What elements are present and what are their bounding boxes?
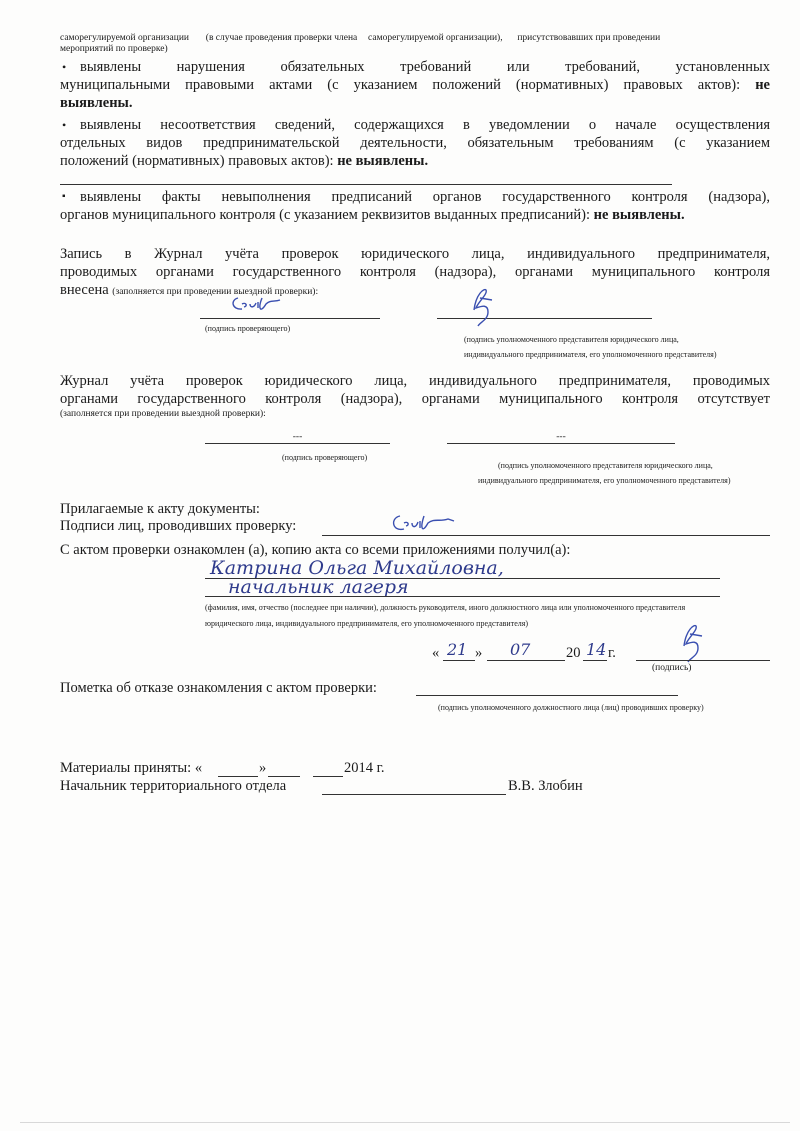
header-text-c: саморегулируемой организации),	[368, 33, 503, 43]
absent-inspector-line	[205, 443, 390, 444]
handwritten-name: Катрина Ольга Михайловна,	[210, 557, 504, 579]
representative-signature-image	[466, 282, 502, 328]
journal-entry-text-2: проводимых органами государственного контроля (надзора), органами муниципального контроля	[60, 264, 770, 280]
date-month: 07	[510, 640, 531, 659]
absent-representative-line	[447, 443, 675, 444]
sign-caption: (подпись)	[652, 663, 692, 673]
bullet-icon: •	[62, 60, 67, 74]
orders-bold: не выявлены.	[593, 207, 685, 223]
date-day-line	[443, 660, 475, 661]
mismatches-text-2: отдельных видов предпринимательской деятельности, обязательным требованиям (с указанием	[60, 135, 770, 151]
header-line-2: мероприятий по проверке)	[60, 44, 168, 54]
violations-line-2	[60, 76, 770, 94]
date-close-quote: »	[475, 645, 483, 661]
signatures-label: Подписи лиц, проводивших проверку:	[60, 518, 297, 534]
refusal-line	[416, 695, 678, 696]
violations-block	[60, 58, 770, 112]
date-open-quote: «	[432, 645, 440, 661]
absent-inspector-caption: (подпись проверяющего)	[282, 453, 368, 462]
inspector-signature-caption: (подпись проверяющего)	[205, 324, 291, 333]
journal-entry-text-1: Запись в Журнал учёта проверок юридического лица, индивидуального предпринимателя,	[60, 246, 770, 262]
sign-line	[636, 660, 770, 661]
chief-signature-line	[322, 794, 506, 795]
acquainted-label: С актом проверки ознакомлен (а), копию акта со всеми приложениями получил(а):	[60, 542, 571, 558]
date-month-line	[487, 660, 565, 661]
mismatches-line-1	[60, 116, 770, 134]
violations-bold-1: не	[755, 77, 770, 93]
orders-text-1: выявлены факты невыполнения предписаний органов государственного контроля (надзора),	[80, 189, 770, 205]
date-suffix: г.	[608, 645, 616, 661]
refusal-label: Пометка об отказе ознакомления с актом проверки:	[60, 680, 377, 696]
acquainted-caption-1: (фамилия, имя, отчество (последнее при наличии), должность руководителя, иного должностного лица или уполномоченного представителя	[205, 603, 686, 612]
date-year-hand: 14	[586, 640, 607, 659]
journal-absent-note: (заполняется при проведении выездной проверки):	[60, 409, 266, 419]
inspector-signature-line	[200, 318, 380, 319]
materials-close-quote: »	[259, 760, 267, 776]
journal-absent-text-2: органами государственного контроля (надзора), органами муниципального контроля отсутствует	[60, 391, 770, 407]
violations-line-1	[60, 58, 770, 76]
mismatches-block	[60, 116, 770, 170]
materials-year-line	[313, 776, 343, 777]
representative-caption-1: (подпись уполномоченного представителя юридического лица,	[464, 335, 679, 344]
date-day: 21	[447, 640, 468, 659]
mismatches-bold: не выявлены.	[337, 153, 429, 169]
acquainted-signature-image	[676, 620, 712, 664]
journal-absent-text-1: Журнал учёта проверок юридического лица, индивидуального предпринимателя, проводимых	[60, 373, 770, 389]
mismatches-text-3: положений (нормативных) правовых актов):	[60, 153, 334, 169]
square-bullet-icon: ▪	[62, 191, 66, 202]
materials-label: Материалы приняты: «	[60, 760, 203, 776]
orders-text-2: органов муниципального контроля (с указанием реквизитов выданных предписаний):	[60, 207, 591, 223]
date-year-prefix: 20	[566, 645, 581, 661]
representative-dash: ---	[556, 432, 566, 442]
chief-name: В.В. Злобин	[508, 778, 583, 794]
header-text-b: (в случае проведения проверки члена	[205, 33, 358, 43]
divider-line	[60, 184, 672, 185]
violations-bold-2: выявлены.	[60, 95, 133, 111]
orders-line-2	[60, 206, 770, 224]
materials-year: 2014 г.	[344, 760, 385, 776]
header-text-d: присутствовавших при проведении	[517, 33, 661, 43]
absent-rep-caption-1: (подпись уполномоченного представителя юридического лица,	[498, 461, 713, 470]
journal-absent-block	[60, 372, 770, 420]
inspector-signature-image	[228, 292, 288, 316]
representative-caption-2: индивидуального предпринимателя, его уполномоченного представителя)	[464, 350, 717, 359]
journal-entry-line-3	[60, 281, 770, 299]
bullet-icon: •	[62, 118, 67, 132]
journal-entry-note: (заполняется при проведении выездной проверки):	[112, 287, 319, 297]
acquainted-caption-2: юридического лица, индивидуального предпринимателя, его уполномоченного представителя)	[205, 619, 529, 628]
bottom-edge-line	[20, 1122, 790, 1123]
violations-text-2: муниципальными правовыми актами (с указанием положений (нормативных) правовых актов):	[60, 77, 741, 93]
absent-rep-caption-2: индивидуального предпринимателя, его уполномоченного представителя)	[478, 476, 731, 485]
header-text-a: саморегулируемой организации	[60, 33, 190, 43]
handwritten-role: начальник лагеря	[228, 576, 409, 598]
violations-text-1: выявлены нарушения обязательных требований или требований, установленных	[80, 59, 770, 75]
name-line-2	[205, 596, 720, 597]
chief-label: Начальник территориального отдела	[60, 778, 287, 794]
refusal-caption: (подпись уполномоченного должностного лица (лиц) проводивших проверку)	[438, 703, 704, 712]
mismatches-text-1: выявлены несоответствия сведений, содержащихся в уведомлении о начале осуществления	[80, 117, 770, 133]
mismatches-line-3	[60, 152, 770, 170]
journal-entry-text-3: внесена	[60, 282, 109, 298]
orders-line-1	[60, 188, 770, 206]
orders-block	[60, 188, 770, 224]
inspector-dash: ---	[292, 432, 303, 442]
signatures-signature-image	[388, 510, 468, 536]
attachments-label: Прилагаемые к акту документы:	[60, 501, 260, 517]
journal-entry-block	[60, 245, 770, 299]
date-year-line	[583, 660, 607, 661]
